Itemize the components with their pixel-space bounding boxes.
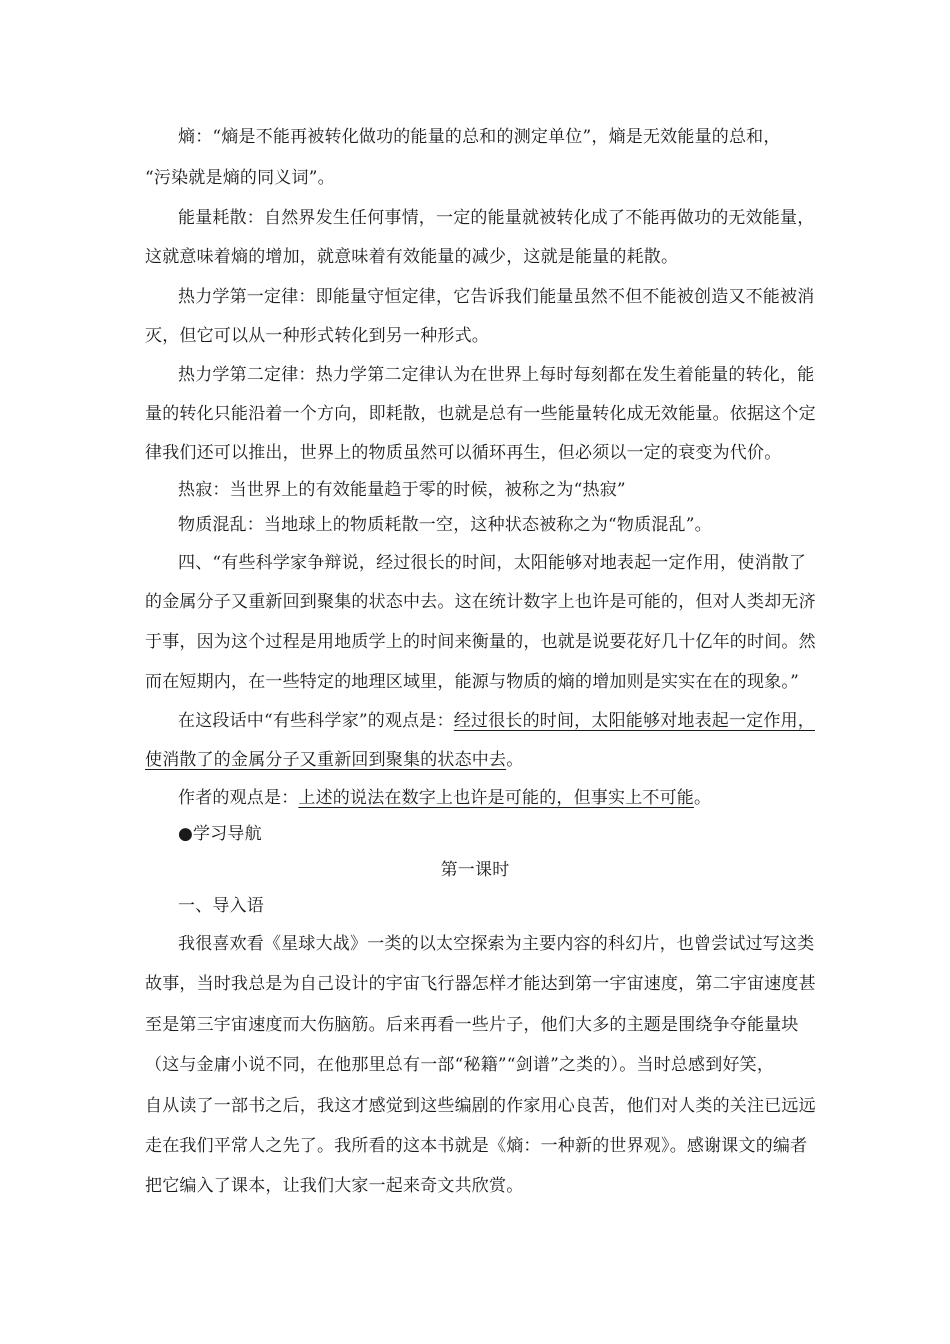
author-view-answer: 上述的说法在数字上也许是可能的，但事实上不可能 — [298, 788, 695, 808]
intro-paragraph-line: 我很喜欢看《星球大战》一类的以太空探索为主要内容的科幻片，也曾尝试过写这类 — [178, 934, 815, 954]
scientists-view-line — [178, 709, 878, 733]
definition-entropy: 熵：“熵是不能再被转化做功的能量的总和的测定单位”，熵是无效能量的总和， — [178, 127, 781, 147]
section-heading-study-guide: ●学习导航 — [178, 824, 262, 844]
lesson-title: 第一课时 — [440, 860, 510, 880]
author-view-end: 。 — [694, 788, 712, 808]
intro-paragraph-line: 至是第三宇宙速度而大伤脑筋。后来再看一些片子，他们大多的主题是围绕争夺能量块 — [145, 1015, 799, 1035]
intro-paragraph-line: 自从读了一部书之后，我这才感觉到这些编剧的作家用心良苦，他们对人类的关注已远远 — [145, 1096, 816, 1116]
definition-first-law-cont: 灭，但它可以从一种形式转化到另一种形式。 — [145, 326, 489, 346]
scientists-view-answer-cont: 使消散了的金属分子又重新回到聚集的状态中去 — [145, 750, 507, 770]
definition-material-chaos: 物质混乱：当地球上的物质耗散一空，这种状态被称之为“物质混乱”。 — [178, 515, 712, 535]
question-four-quote-cont: 的金属分子又重新回到聚集的状态中去。这在统计数字上也许是可能的，但对人类却无济 — [145, 592, 816, 612]
definition-second-law-cont: 量的转化只能沿着一个方向，即耗散，也就是总有一些能量转化成无效能量。依据这个定 — [145, 404, 816, 424]
author-view-label: 作者的观点是： — [178, 788, 299, 808]
question-four-quote-cont: 于事，因为这个过程是用地质学上的时间来衡量的，也就是说要花好几十亿年的时间。然 — [145, 632, 816, 652]
intro-paragraph-line: 故事，当时我总是为自己设计的宇宙飞行器怎样才能达到第一宇宙速度，第二宇宙速度甚 — [145, 974, 816, 994]
scientists-view-label: 在这段话中“有些科学家”的观点是： — [178, 711, 454, 731]
intro-paragraph-line: 把它编入了课本，让我们大家一起来奇文共欣赏。 — [145, 1176, 524, 1196]
scientists-view-answer: 经过很长的时间，太阳能够对地表起一定作用， — [453, 711, 815, 731]
scientists-view-line-cont — [145, 748, 845, 772]
definition-first-law: 热力学第一定律：即能量守恒定律，它告诉我们能量虽然不但不能被创造又不能被消 — [178, 287, 815, 307]
definition-energy-dissipation: 能量耗散：自然界发生任何事情，一定的能量就被转化成了不能再做功的无效能量， — [178, 208, 815, 228]
intro-heading: 一、导入语 — [178, 896, 264, 916]
author-view-line — [178, 786, 878, 810]
question-four-quote: 四、“有些科学家争辩说，经过很长的时间，太阳能够对地表起一定作用，使消散了 — [178, 553, 807, 573]
definition-heat-death: 热寂：当世界上的有效能量趋于零的时候，被称之为“热寂” — [178, 480, 626, 500]
definition-second-law-cont: 律我们还可以推出，世界上的物质虽然可以循环再生，但必须以一定的衰变为代价。 — [145, 443, 782, 463]
scientists-view-end: 。 — [506, 750, 524, 770]
intro-paragraph-line: （这与金庸小说不同，在他那里总有一部“秘籍”“剑谱”之类的）。当时总感到好笑， — [145, 1055, 775, 1075]
question-four-quote-cont: 而在短期内，在一些特定的地理区域里，能源与物质的熵的增加则是实实在在的现象。” — [145, 672, 799, 692]
definition-entropy-cont: “污染就是熵的同义词”。 — [145, 168, 335, 188]
definition-second-law: 热力学第二定律：热力学第二定律认为在世界上每时每刻都在发生着能量的转化，能 — [178, 365, 815, 385]
intro-paragraph-line: 走在我们平常人之先了。我所看的这本书就是《熵：一种新的世界观》。感谢课文的编者 — [145, 1136, 808, 1156]
definition-energy-dissipation-cont: 这就意味着熵的增加，就意味着有效能量的减少，这就是能量的耗散。 — [145, 247, 679, 267]
